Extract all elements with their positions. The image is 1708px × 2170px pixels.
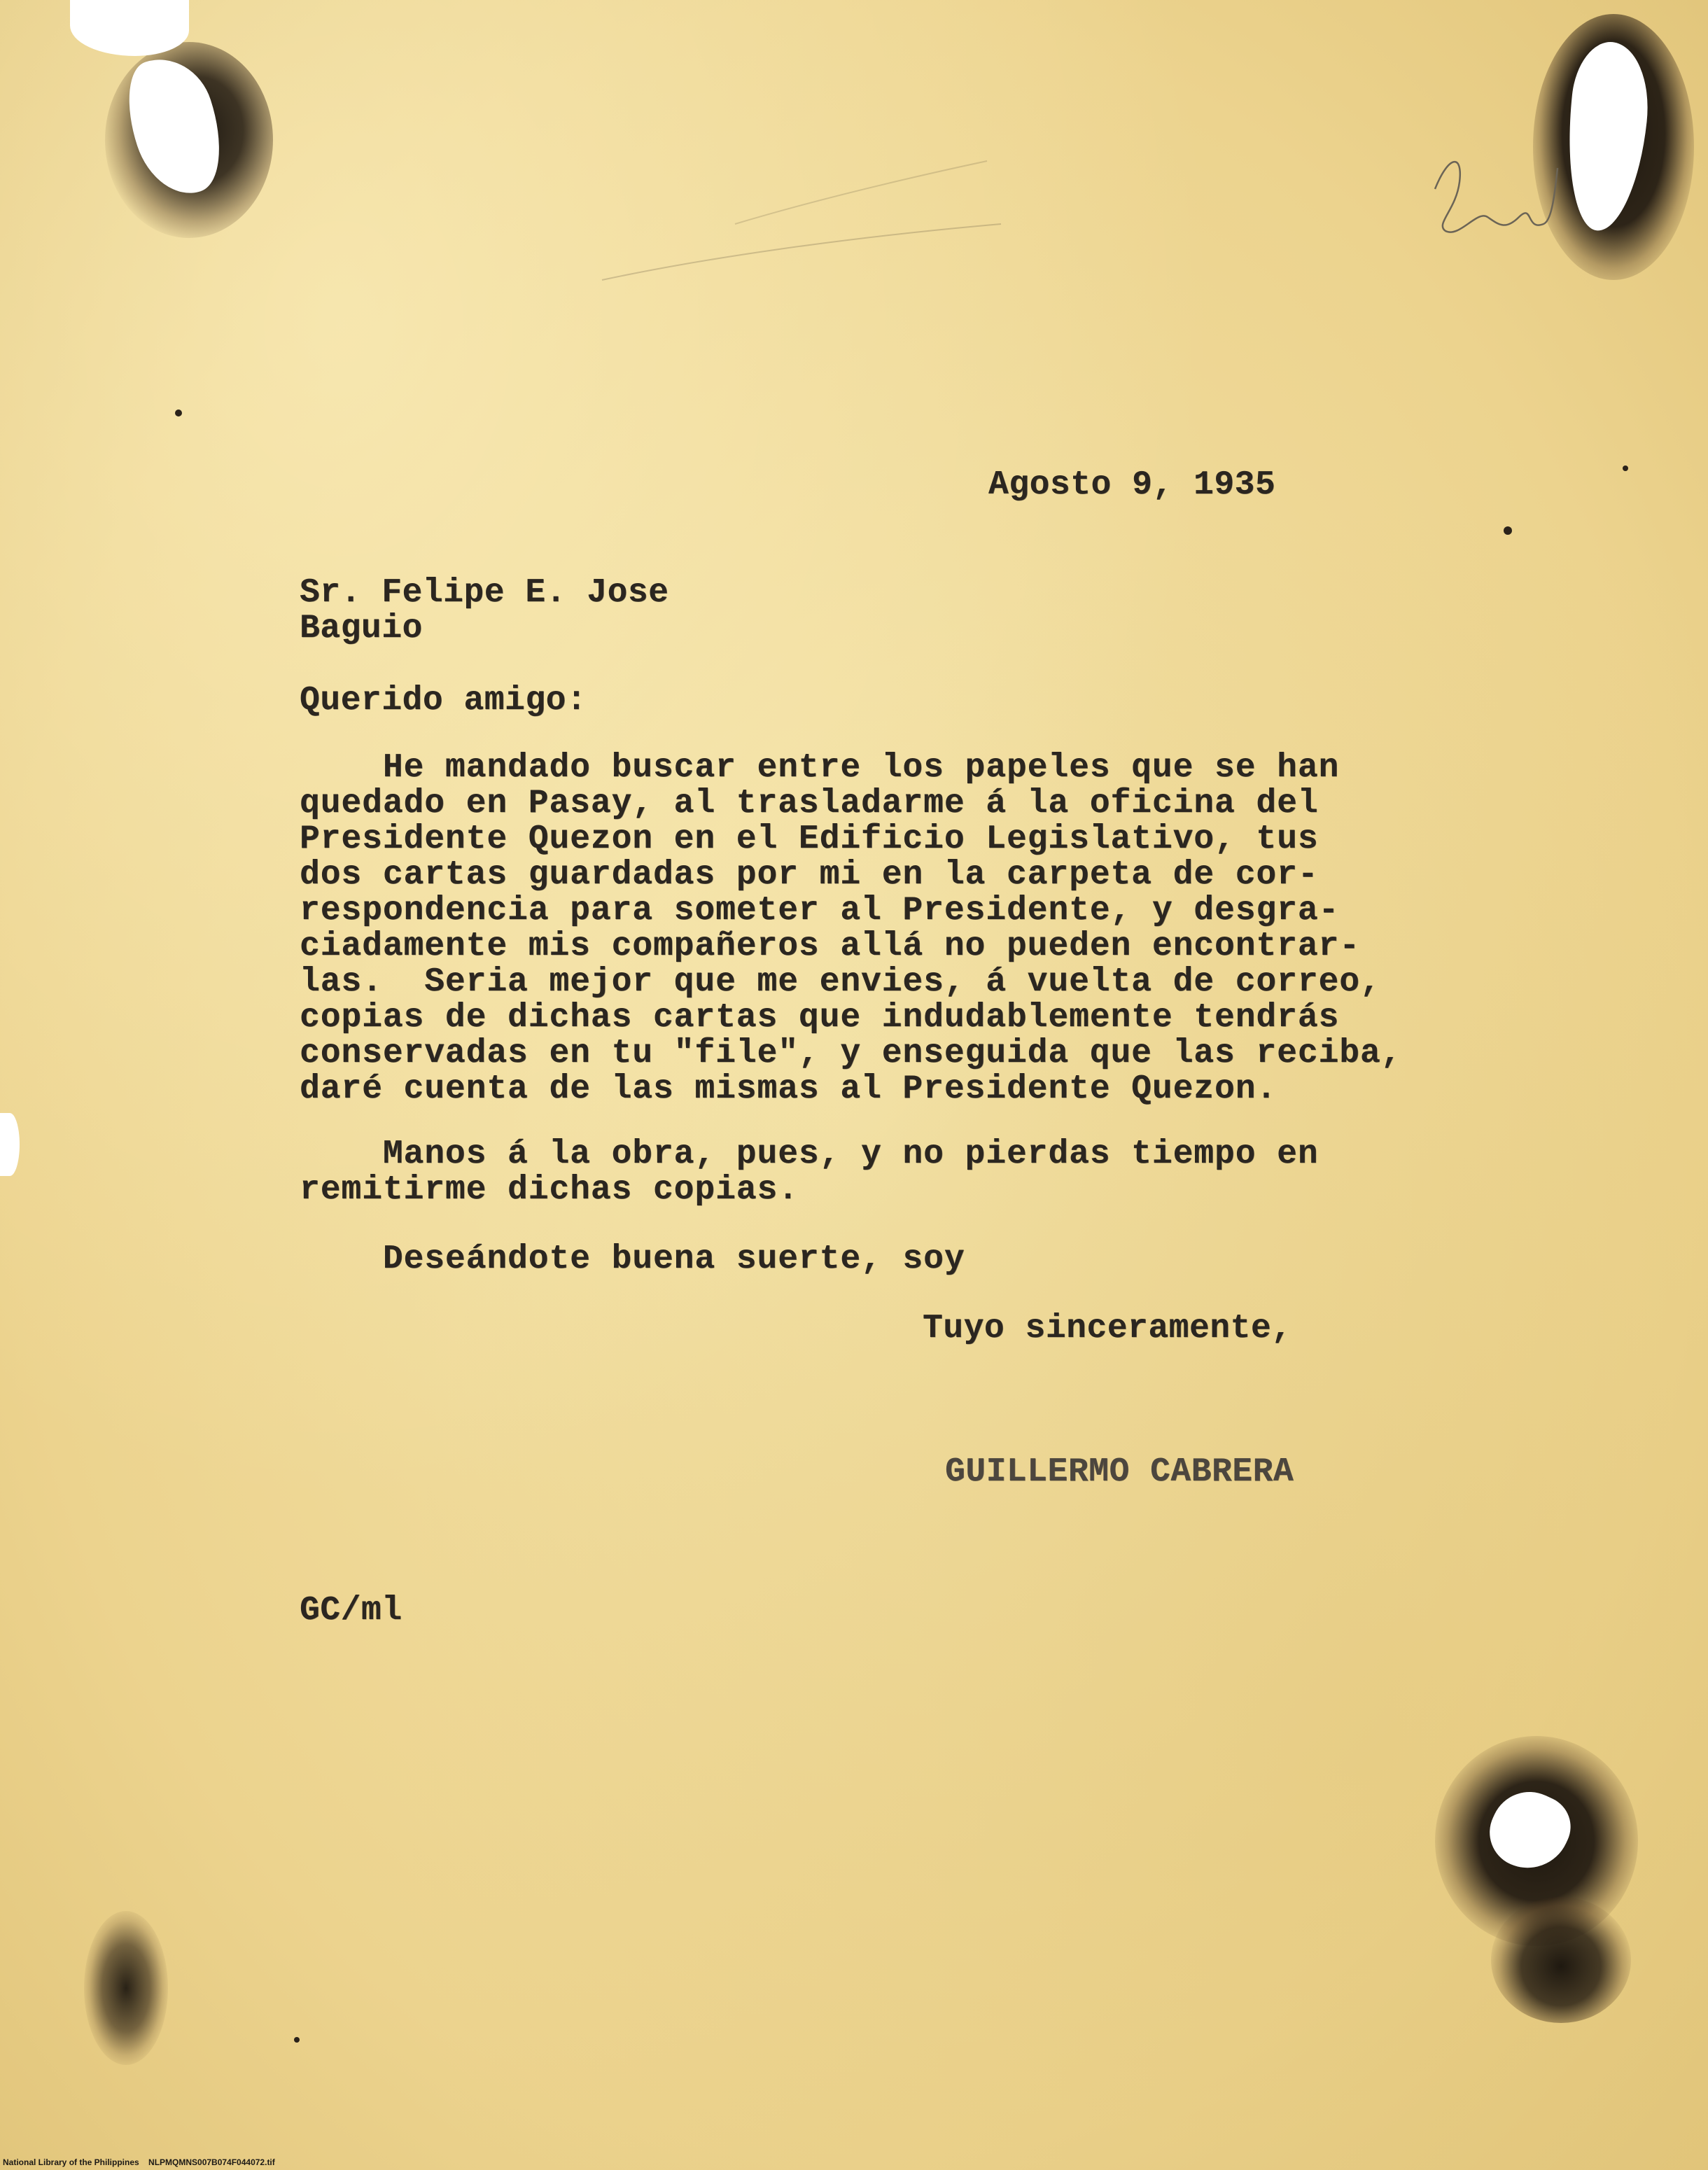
paragraph-1-line: Presidente Quezon en el Edificio Legislativo, tus	[300, 820, 1319, 858]
paragraph-1-line: ciadamente mis compañeros allá no pueden encontrar-	[300, 927, 1360, 965]
paragraph-1-line: las. Seria mejor que me envies, á vuelta de correo,	[300, 963, 1381, 1001]
typist-initials: GC/ml	[300, 1592, 402, 1630]
paragraph-1-line: dos cartas guardadas por mi en la carpeta de cor-	[300, 856, 1319, 894]
archive-caption: National Library of the Philippines NLPMQMNS007B074F044072.tif	[3, 2157, 275, 2167]
paragraph-2-line: remitirme dichas copias.	[300, 1171, 799, 1209]
ink-speck	[1623, 465, 1628, 471]
burn-mark-bottom-left	[84, 1911, 168, 2065]
signature-name: GUILLERMO CABRERA	[945, 1453, 1294, 1491]
ink-speck	[294, 2037, 300, 2043]
recipient-city: Baguio	[300, 610, 423, 648]
paragraph-3: Deseándote buena suerte, soy	[300, 1240, 965, 1278]
pencil-scribble	[1421, 140, 1561, 245]
faint-pencil-lines	[595, 140, 1015, 294]
salutation: Querido amigo:	[300, 682, 587, 720]
paragraph-1-line: copias de dichas cartas que indudablemente tendrás	[300, 999, 1340, 1037]
torn-edge-top-left	[70, 0, 189, 56]
paragraph-1-line: conservadas en tu "file", y enseguida que las reciba,	[300, 1035, 1402, 1072]
ink-speck	[1504, 526, 1512, 535]
closing: Tuyo sinceramente,	[923, 1310, 1292, 1348]
paragraph-1-line: respondencia para someter al Presidente, y desgra-	[300, 892, 1340, 930]
paragraph-1-line: He mandado buscar entre los papeles que se han	[300, 749, 1340, 787]
paragraph-1-line: quedado en Pasay, al trasladarme á la oficina del	[300, 785, 1319, 822]
recipient-name: Sr. Felipe E. Jose	[300, 574, 669, 612]
torn-edge-left	[0, 1113, 20, 1176]
ink-speck	[175, 410, 182, 416]
paragraph-1-line: daré cuenta de las mismas al Presidente Quezon.	[300, 1070, 1278, 1108]
paragraph-2-line: Manos á la obra, pues, y no pierdas tiempo en	[300, 1135, 1319, 1173]
burn-mark-bottom-right-lower	[1491, 1897, 1631, 2023]
letter-date: Agosto 9, 1935	[988, 466, 1276, 504]
